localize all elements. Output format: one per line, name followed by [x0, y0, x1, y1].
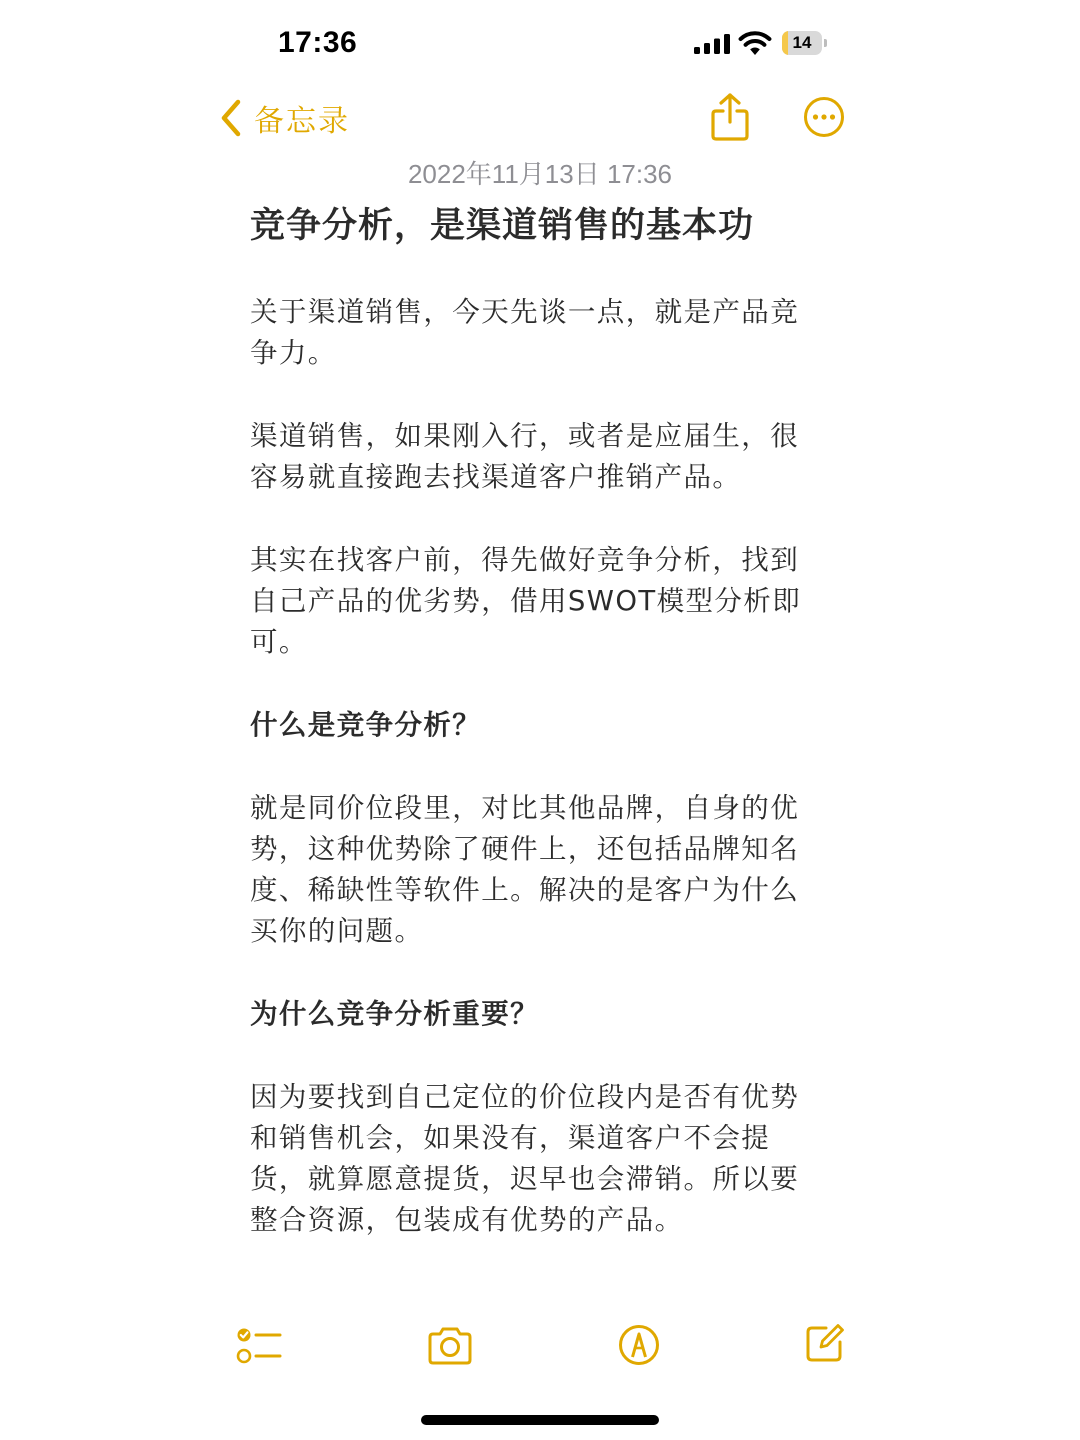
note-paragraph: 其实在找客户前，得先做好竞争分析，找到自己产品的优劣势，借用SWOT模型分析即可。 — [250, 544, 802, 658]
home-indicator[interactable] — [421, 1415, 659, 1425]
note-paragraph: 渠道销售，如果刚入行，或者是应届生，很容易就直接跑去找渠道客户推销产品。 — [250, 420, 800, 493]
ellipsis-circle-icon[interactable] — [803, 96, 845, 138]
markup-pen-icon[interactable] — [618, 1324, 660, 1366]
note-date: 2022年11月13日 17:36 — [407, 159, 673, 189]
wifi-icon — [738, 30, 772, 56]
back-button-label: 备忘录 — [254, 104, 350, 139]
note-paragraph: 因为要找到自己定位的价位段内是否有优势和销售机会，如果没有，渠道客户不会提货，就算愿意提货，迟早也会滞销。所以要整合资源，包装成有优势的产品。 — [250, 1081, 800, 1236]
checklist-icon[interactable] — [236, 1326, 282, 1366]
share-icon[interactable] — [708, 92, 752, 142]
paragraph-spacer — [250, 952, 816, 994]
battery-body — [782, 31, 822, 55]
status-bar — [0, 0, 1080, 88]
chevron-left-icon — [218, 98, 244, 138]
note-paragraph: 关于渠道销售，今天先谈一点，就是产品竞争力。 — [250, 296, 800, 369]
paragraph-spacer — [250, 1035, 816, 1077]
note-body[interactable] — [250, 292, 816, 1241]
note-paragraph: 就是同价位段里，对比其他品牌，自身的优势，这种优势除了硬件上，还包括品牌知名度、稀缺性等软件上。解决的是客户为什么买你的问题。 — [250, 792, 800, 947]
cellular-signal-icon — [694, 34, 730, 54]
note-heading: 为什么竞争分析重要？ — [250, 998, 539, 1030]
note-title[interactable]: 竞争分析，是渠道销售的基本功 — [250, 206, 755, 246]
paragraph-spacer — [250, 374, 816, 416]
battery-indicator — [782, 31, 828, 55]
paragraph-spacer — [250, 746, 816, 788]
note-heading: 什么是竞争分析？ — [250, 709, 482, 741]
battery-percentage: 14 — [792, 33, 812, 52]
battery-tip — [824, 39, 827, 47]
camera-icon[interactable] — [426, 1326, 474, 1366]
paragraph-spacer — [250, 498, 816, 540]
paragraph-spacer — [250, 663, 816, 705]
status-time: 17:36 — [278, 26, 358, 59]
compose-icon[interactable] — [804, 1322, 846, 1364]
back-button[interactable] — [218, 96, 350, 140]
